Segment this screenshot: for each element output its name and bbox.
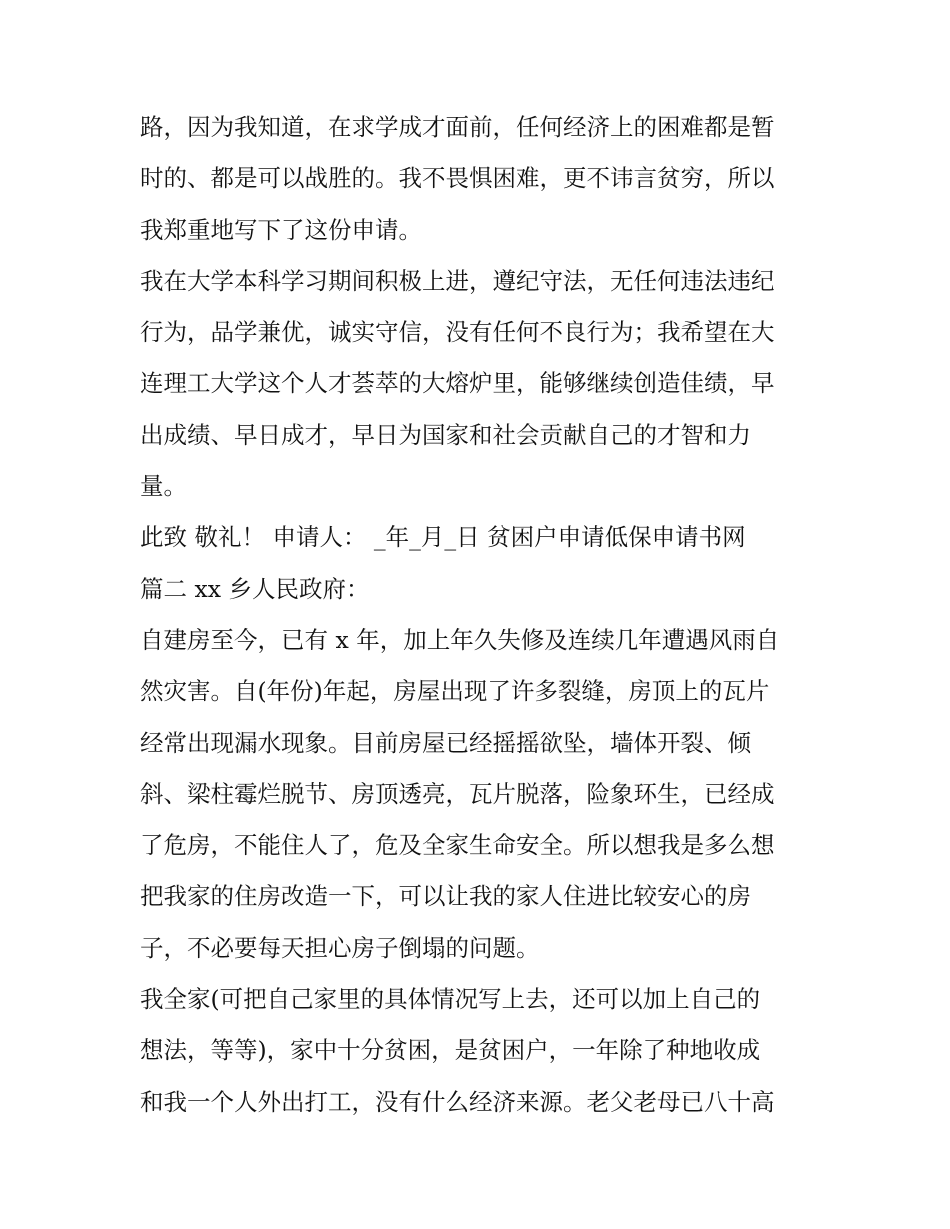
text-line: 然灾害。自(年份)年起，房屋出现了许多裂缝，房顶上的瓦片 [140, 677, 770, 706]
text-line: 量。 [140, 472, 187, 501]
text-line: 了危房，不能住人了，危及全家生命安全。所以想我是多么想 [140, 831, 775, 860]
text-line: 经常出现漏水现象。目前房屋已经摇摇欲坠，墙体开裂、倾 [140, 728, 751, 757]
text-line: 我在大学本科学习期间积极上进，遵纪守法，无任何违法违纪 [140, 266, 775, 295]
text-line: 斜、梁柱霉烂脱节、房顶透亮，瓦片脱落，险象环生，已经成 [140, 779, 775, 808]
text-line: 篇二 xx 乡人民政府： [140, 574, 370, 603]
document-body [140, 102, 820, 1128]
text-line: 连理工大学这个人才荟萃的大熔炉里，能够继续创造佳绩，早 [140, 369, 775, 398]
text-line: 出成绩、早日成才，早日为国家和社会贡献自己的才智和力 [140, 420, 751, 449]
text-line: 把我家的住房改造一下，可以让我的家人住进比较安心的房 [140, 882, 751, 911]
text-line: 我郑重地写下了这份申请。 [140, 215, 422, 244]
text-line: 自建房至今，已有 x 年，加上年久失修及连续几年遭遇风雨自 [140, 625, 780, 654]
text-line: 时的、都是可以战胜的。我不畏惧困难，更不讳言贫穷，所以 [140, 164, 775, 193]
text-line: 和我一个人外出打工，没有什么经济来源。老父老母已八十高 [140, 1087, 775, 1116]
text-line: 子，不必要每天担心房子倒塌的问题。 [140, 933, 540, 962]
text-line: 我全家(可把自己家里的具体情况写上去，还可以加上自己的 [140, 985, 761, 1014]
text-line: 此致 敬礼！ 申请人： _年_月_日 贫困户申请低保申请书网 [140, 523, 746, 552]
text-line: 想法，等等)，家中十分贫困，是贫困户，一年除了种地收成 [140, 1036, 761, 1065]
text-line: 行为，品学兼优，诚实守信，没有任何不良行为；我希望在大 [140, 318, 775, 347]
text-line: 路，因为我知道，在求学成才面前，任何经济上的困难都是暂 [140, 113, 775, 141]
